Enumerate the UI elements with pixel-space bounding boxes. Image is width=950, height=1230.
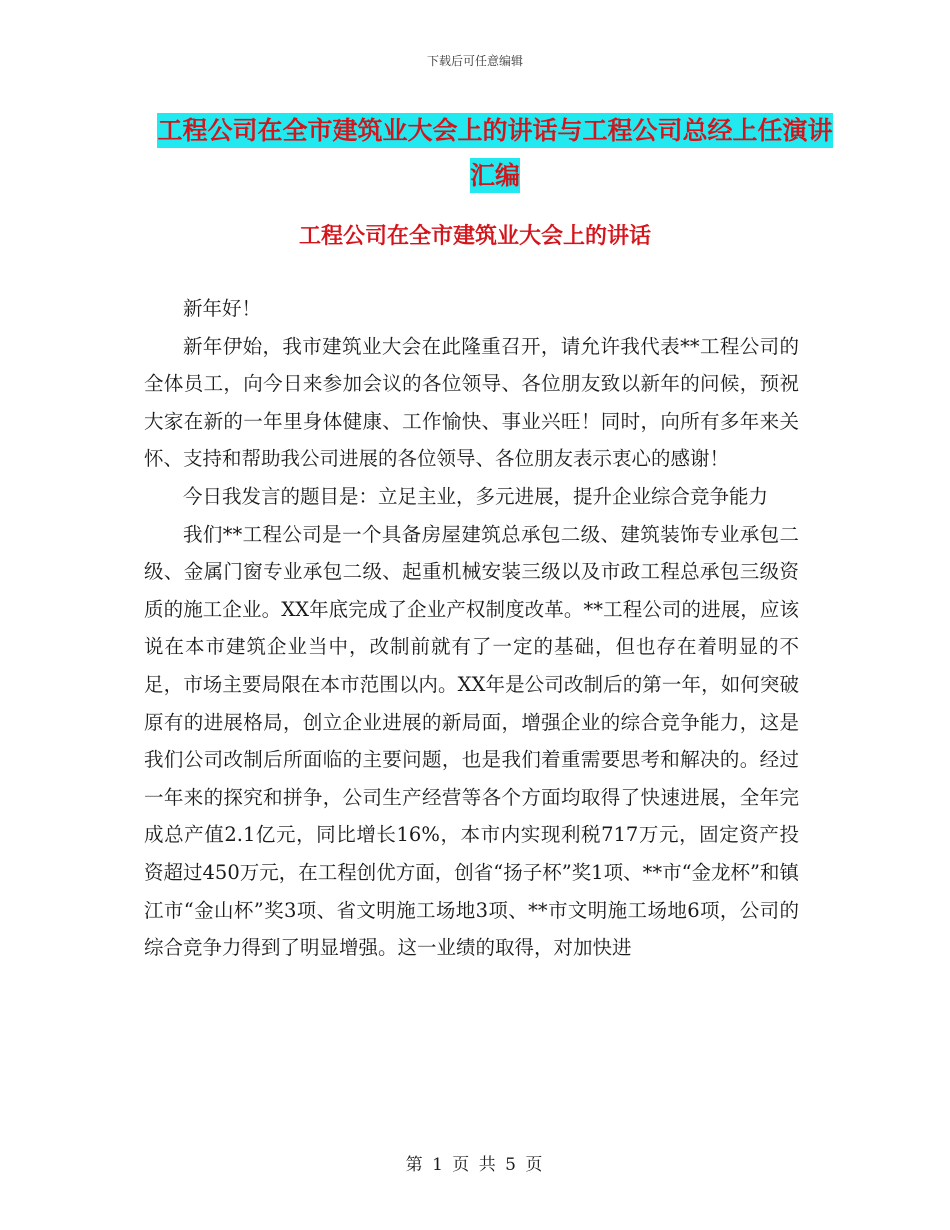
paragraph-greeting: 新年好！: [183, 297, 262, 320]
header-note: 下载后可任意编辑: [426, 54, 523, 68]
document-body: [144, 290, 799, 967]
paragraph-company-intro: 我们**工程公司是一个具备房屋建筑总承包二级、建筑装饰专业承包二级、金属门窗专业承包二级、起重机械安装三级以及市政工程总承包三级资质的施工企业。XX年底完成了企业产权制度改革。**工程公司的进展，应该说在本市建筑企业当中，改制前就有了一定的基础，但也存在着明显的不足，市场主要局限在本市范围以内。XX年是公司改制后的第一年，如何突破原有的进展格局，创立企业进展的新局面，增强企业的综合竞争能力，这是我们公司改制后所面临的主要问题，也是我们着重需要思考和解决的。经过一年来的探究和拼争，公司生产经营等各个方面均取得了快速进展，全年完成总产值2.1亿元，同比增长16%，本市内实现利税717万元，固定资产投资超过450万元，在工程创优方面，创省“扬子杯”奖1项、**市“金龙杯”和镇江市“金山杯”奖3项、省文明施工场地3项、**市文明施工场地6项，公司的综合竞争力得到了明显增强。这一业绩的取得，对加快进: [144, 522, 800, 960]
paragraph-opening: 新年伊始，我市建筑业大会在此隆重召开，请允许我代表**工程公司的全体员工，向今日来参加会议的各位领导、各位朋友致以新年的问候，预祝大家在新的一年里身体健康、工作愉快、事业兴旺！同时，向所有多年来关怀、支持和帮助我公司进展的各位领导、各位朋友表示衷心的感谢！: [144, 334, 799, 471]
page-footer: 第 1 页 共 5 页: [405, 1155, 545, 1175]
main-title-text: 工程公司在全市建筑业大会上的讲话与工程公司总经上任演讲汇编: [157, 113, 832, 193]
main-title: [150, 108, 840, 198]
section-title: 工程公司在全市建筑业大会上的讲话: [298, 224, 651, 249]
paragraph-topic: 今日我发言的题目是：立足主业，多元进展，提升企业综合竞争能力: [183, 484, 769, 508]
